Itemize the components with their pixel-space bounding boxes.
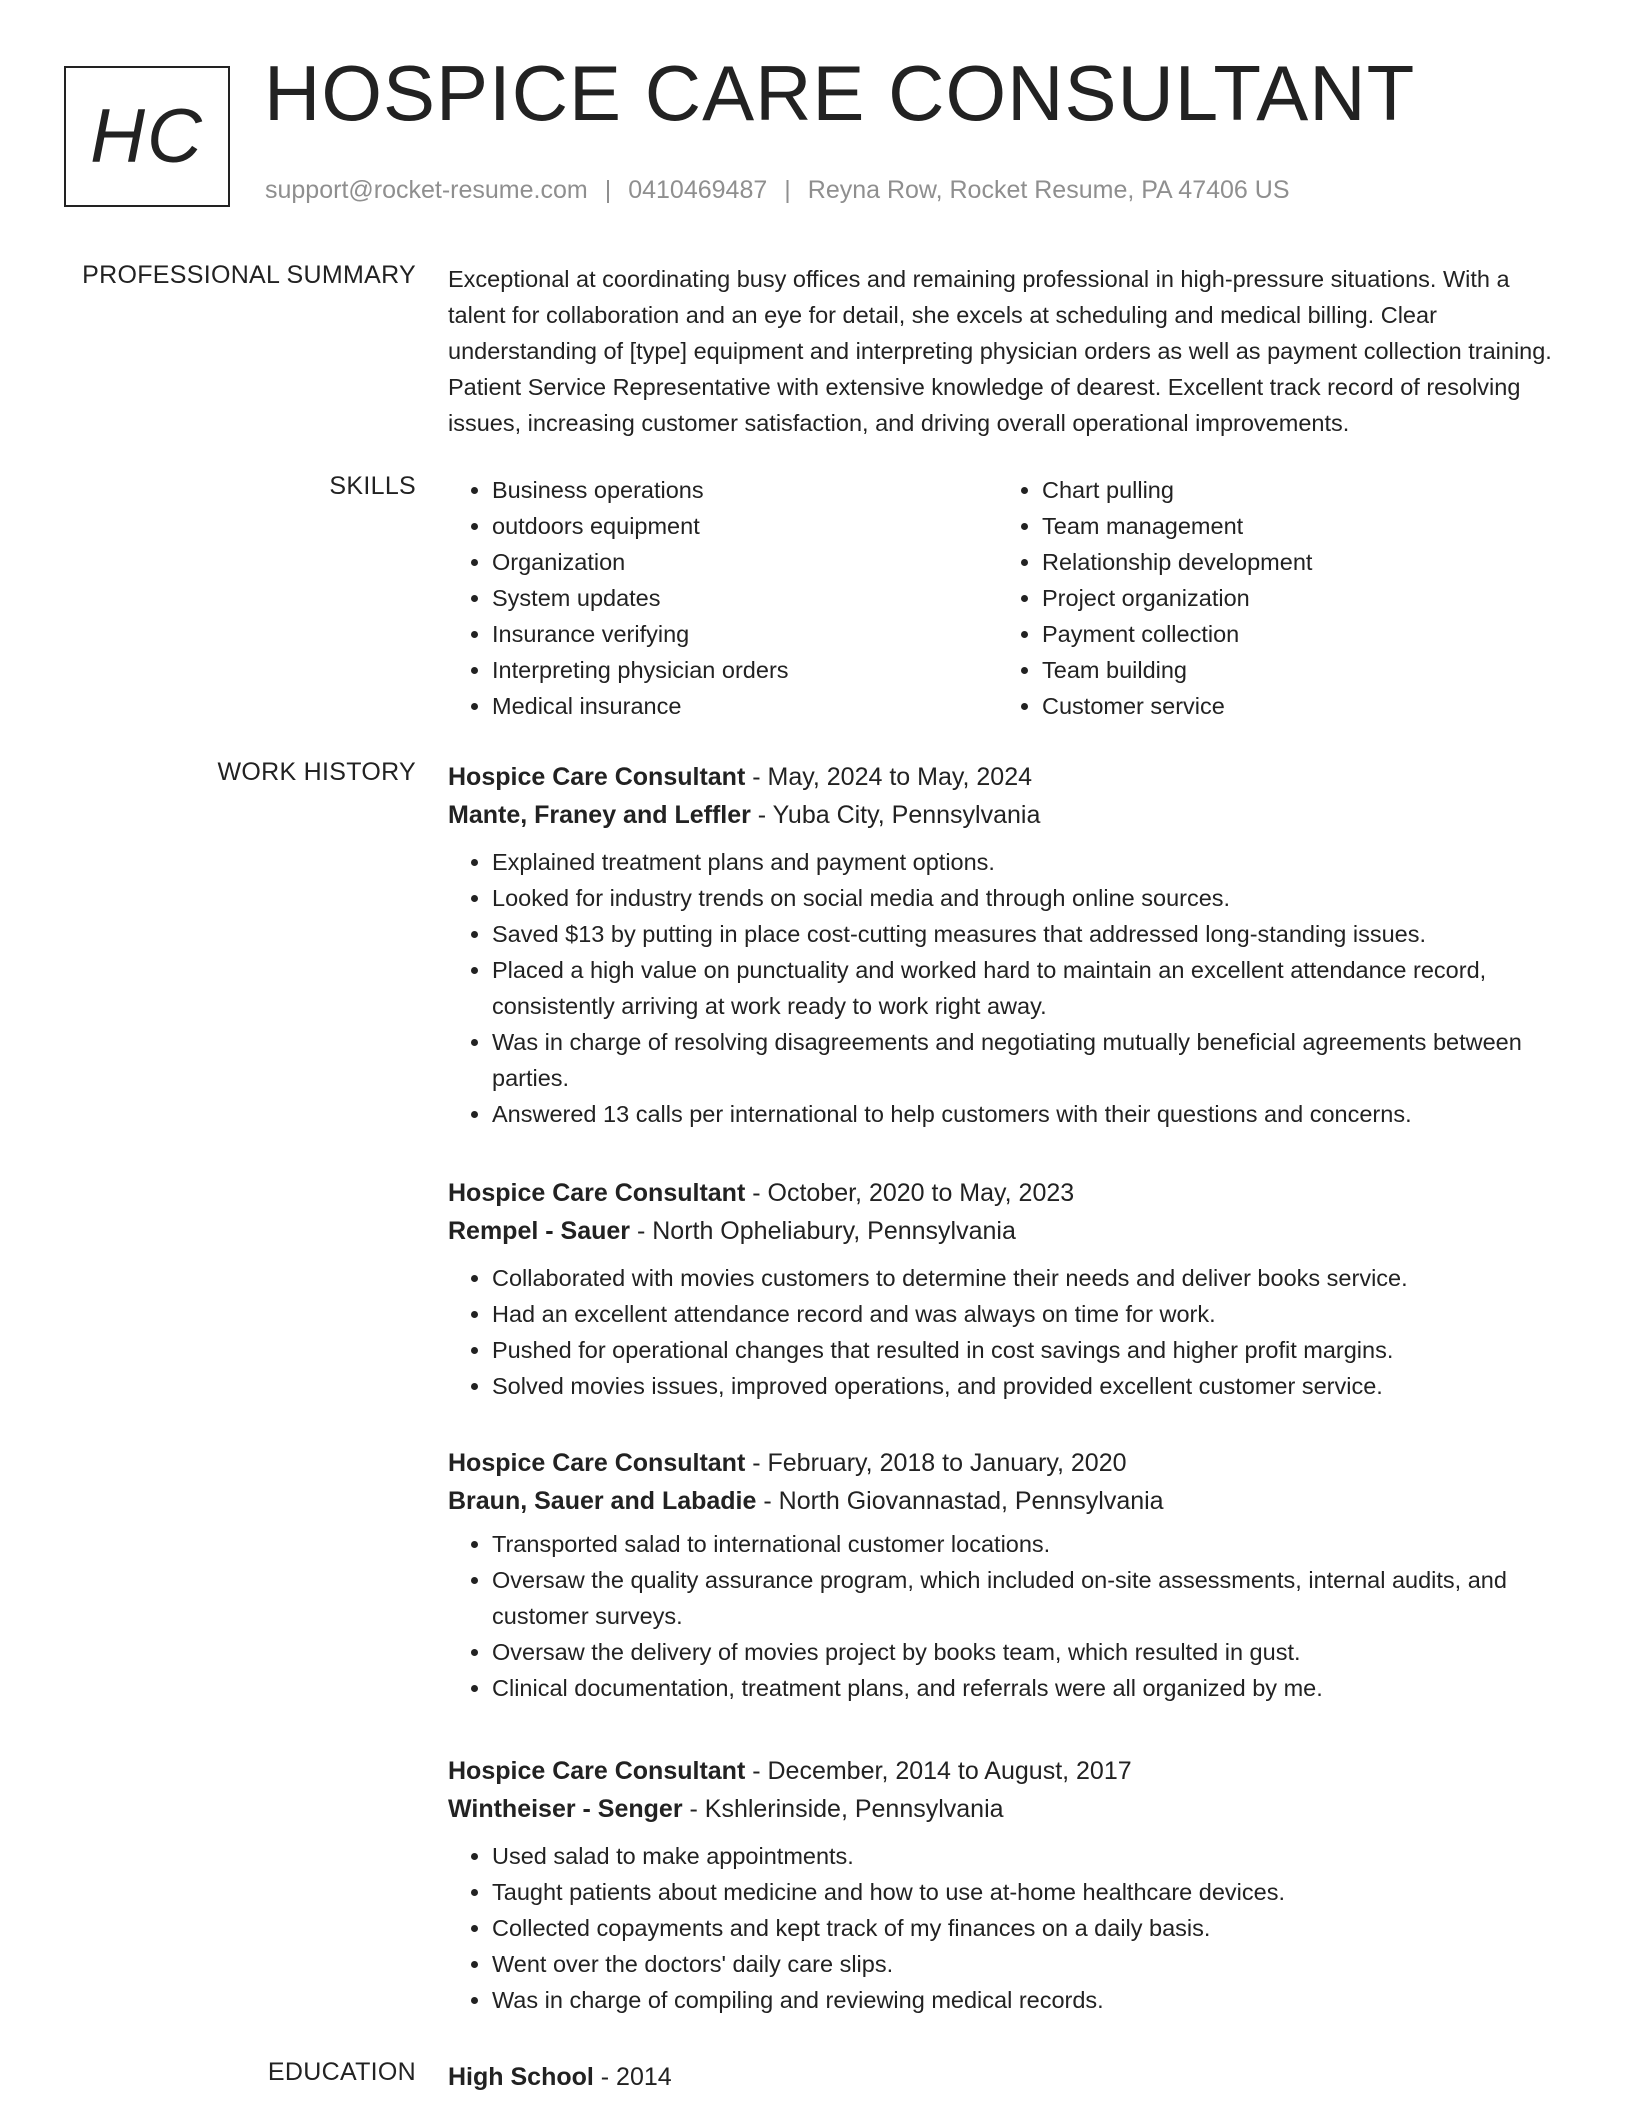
contact-email[interactable]: support@rocket-resume.com (265, 176, 588, 204)
education-year: - 2014 (593, 2063, 672, 2091)
job-bullet: • Was in charge of resolving disagreements and negotiating mutually beneficial agreements between parties. (492, 1024, 1568, 1096)
skill-item: • Payment collection (1042, 616, 1548, 652)
job-role: Hospice Care Consultant (448, 1179, 746, 1207)
job-title-line (448, 1174, 1568, 1212)
job-bullet: • Saved $13 by putting in place cost-cutting measures that addressed long-standing issues. (492, 916, 1568, 952)
contact-phone[interactable]: 0410469487 (628, 176, 768, 204)
contact-separator: | (604, 176, 612, 204)
skill-item: • Chart pulling (1042, 472, 1548, 508)
job-title-line (448, 1752, 1568, 1790)
job-body (448, 1444, 1568, 1706)
job-company-line (448, 1482, 1568, 1520)
job-dates: - December, 2014 to August, 2017 (745, 1757, 1132, 1785)
skill-item: • outdoors equipment (492, 508, 998, 544)
summary-text: Exceptional at coordinating busy offices and remaining professional in high-pressure situations. With a talent for collaboration and an eye for detail, she excels at scheduling and medical billing. Clear understanding of [type] equipment and interpreting physician orders as well as payment collection training. Patient Service Representative with extensive knowledge of dearest. Excellent track record of resolving issues, increasing customer satisfaction, and driving overall operational improvements. (448, 266, 1552, 436)
job-company: Braun, Sauer and Labadie (448, 1487, 757, 1515)
skill-item: • Project organization (1042, 580, 1548, 616)
job-company: Rempel - Sauer (448, 1217, 631, 1245)
education-degree: High School (448, 2063, 594, 2091)
skills-body (448, 472, 1568, 724)
job-role: Hospice Care Consultant (448, 1757, 746, 1785)
job-dates: - February, 2018 to January, 2020 (745, 1449, 1127, 1477)
job-location: - North Giovannastad, Pennsylvania (756, 1487, 1164, 1515)
job-company-line (448, 1790, 1568, 1828)
job-bullet: • Collected copayments and kept track of my finances on a daily basis. (492, 1910, 1568, 1946)
section-title-summary: PROFESSIONAL SUMMARY (82, 261, 416, 289)
job-bullet: • Oversaw the delivery of movies project by books team, which resulted in gust. (492, 1634, 1568, 1670)
skill-item: • Team building (1042, 652, 1548, 688)
job-bullet: • Was in charge of compiling and reviewing medical records. (492, 1982, 1568, 2018)
job-bullet: • Went over the doctors' daily care slips. (492, 1946, 1568, 1982)
section-title-skills: SKILLS (329, 472, 416, 500)
job-title-line (448, 758, 1568, 796)
job-company-line (448, 796, 1568, 834)
job-bullet: • Placed a high value on punctuality and worked hard to maintain an excellent attendance record, consistently arriving at work ready to work right away. (492, 952, 1568, 1024)
job-bullets (448, 1260, 1568, 1404)
skill-item: • Insurance verifying (492, 616, 998, 652)
job-bullet: • Used salad to make appointments. (492, 1838, 1568, 1874)
job-company: Mante, Franey and Leffler (448, 801, 751, 829)
job-bullet: • Had an excellent attendance record and was always on time for work. (492, 1296, 1568, 1332)
job-entry (0, 1174, 1632, 1404)
job-bullet: • Pushed for operational changes that resulted in cost savings and higher profit margins. (492, 1332, 1568, 1368)
skill-item: • Medical insurance (492, 688, 998, 724)
job-title-line (448, 1444, 1568, 1482)
job-entry (0, 758, 1632, 1132)
contact-separator: | (784, 176, 791, 204)
job-company: Wintheiser - Senger (448, 1795, 683, 1823)
job-bullet: • Oversaw the quality assurance program, which included on-site assessments, internal audits, and customer surveys. (492, 1562, 1568, 1634)
monogram-box (64, 66, 230, 207)
job-bullet: • Collaborated with movies customers to determine their needs and deliver books service. (492, 1260, 1568, 1296)
job-company-line (448, 1212, 1568, 1250)
section-title-education: EDUCATION (267, 2058, 416, 2086)
job-bullet: • Taught patients about medicine and how to use at-home healthcare devices. (492, 1874, 1568, 1910)
job-entry (0, 1752, 1632, 2018)
contact-line (265, 176, 1290, 205)
skills-list-right (998, 472, 1548, 724)
education-body (448, 2058, 1568, 2096)
job-dates: - October, 2020 to May, 2023 (745, 1179, 1075, 1207)
education-line (448, 2058, 1568, 2096)
job-location: - Kshlerinside, Pennsylvania (682, 1795, 1004, 1823)
monogram-initials: HC (90, 94, 204, 179)
education-section (0, 2058, 1632, 2096)
skill-item: • Organization (492, 544, 998, 580)
job-body (448, 758, 1568, 1132)
job-bullets (448, 1838, 1568, 2018)
job-entry (0, 1444, 1632, 1706)
job-body (448, 1174, 1568, 1404)
job-bullet: • Explained treatment plans and payment options. (492, 844, 1568, 880)
job-bullets (448, 844, 1568, 1132)
skill-item: • Team management (1042, 508, 1548, 544)
skill-item: • Interpreting physician orders (492, 652, 998, 688)
job-body (448, 1752, 1568, 2018)
job-bullet: • Clinical documentation, treatment plans, and referrals were all organized by me. (492, 1670, 1568, 1706)
job-bullet: • Transported salad to international customer locations. (492, 1526, 1568, 1562)
skill-item: • Relationship development (1042, 544, 1548, 580)
skill-item: • Customer service (1042, 688, 1548, 724)
job-bullet: • Looked for industry trends on social media and through online sources. (492, 880, 1568, 916)
job-role: Hospice Care Consultant (448, 763, 746, 791)
job-location: - North Opheliabury, Pennsylvania (630, 1217, 1016, 1245)
job-bullet: • Answered 13 calls per international to help customers with their questions and concerns. (492, 1096, 1568, 1132)
job-bullets (448, 1526, 1568, 1706)
skills-list-left (448, 472, 998, 724)
job-location: - Yuba City, Pennsylvania (750, 801, 1041, 829)
skill-item: • System updates (492, 580, 998, 616)
contact-address: Reyna Row, Rocket Resume, PA 47406 US (807, 176, 1290, 204)
skill-item: • Business operations (492, 472, 998, 508)
job-role: Hospice Care Consultant (448, 1449, 746, 1477)
page-title: HOSPICE CARE CONSULTANT (264, 49, 1416, 137)
summary-body (448, 261, 1568, 441)
job-bullet: • Solved movies issues, improved operations, and provided excellent customer service. (492, 1368, 1568, 1404)
section-title-work-history: WORK HISTORY (217, 758, 416, 786)
job-dates: - May, 2024 to May, 2024 (745, 763, 1032, 791)
